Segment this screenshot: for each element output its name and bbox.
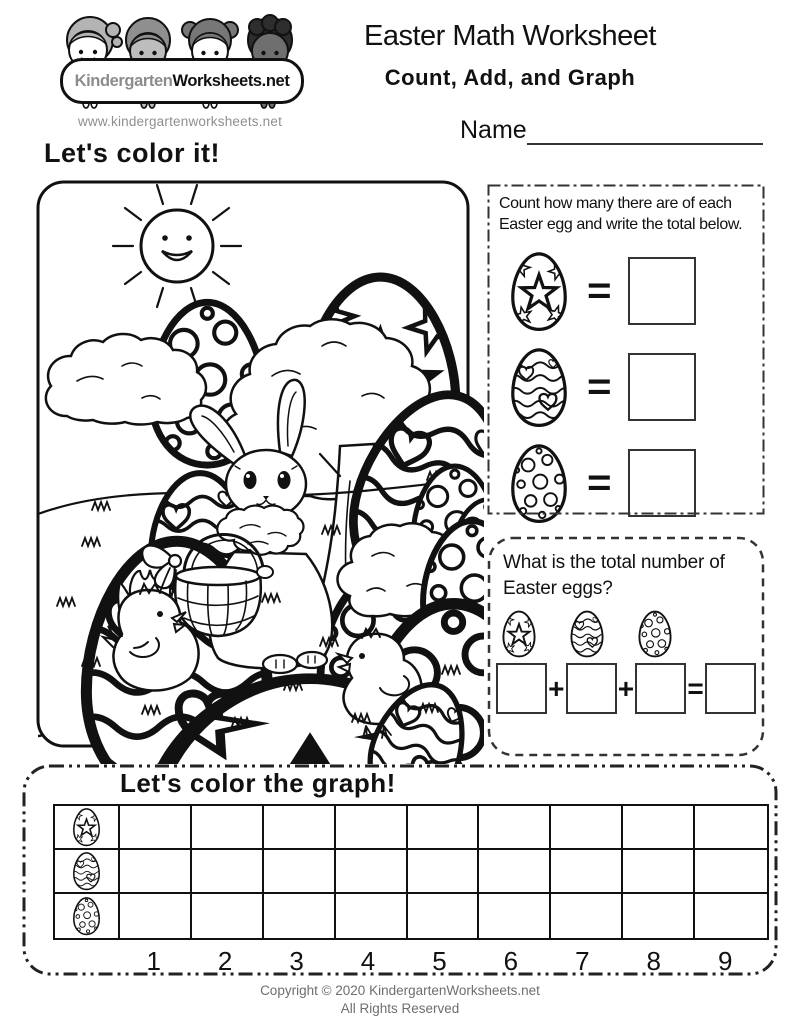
total-question-line2: Easter eggs? xyxy=(503,577,613,599)
polka-dot-egg-icon xyxy=(636,609,674,659)
axis-number: 3 xyxy=(289,946,304,976)
star-egg-icon xyxy=(71,807,102,847)
logo-text-kindergarten: Kindergarten xyxy=(74,71,173,90)
copyright-line: Copyright © 2020 KindergartenWorksheets.net xyxy=(260,983,540,998)
graph-heading: Let's color the graph! xyxy=(120,768,396,798)
plus-sign: + xyxy=(617,672,635,704)
axis-number: 6 xyxy=(503,946,519,976)
graph-cell[interactable] xyxy=(192,894,264,938)
plus-sign: + xyxy=(548,672,565,704)
website-url: www.kindergartenworksheets.net xyxy=(77,114,283,129)
addend-box-3[interactable] xyxy=(635,663,686,714)
graph-cell[interactable] xyxy=(120,806,192,850)
graph-cell[interactable] xyxy=(192,806,264,850)
graph-cell[interactable] xyxy=(695,894,767,938)
equals-sign: = xyxy=(587,461,612,504)
graph-cell[interactable] xyxy=(120,894,192,938)
star-egg-icon xyxy=(507,250,571,333)
graph-cell[interactable] xyxy=(551,806,623,850)
total-section xyxy=(487,536,765,757)
polka-dot-egg-icon xyxy=(71,896,102,936)
axis-number: 7 xyxy=(575,946,590,976)
equals-sign: = xyxy=(687,672,704,704)
answer-box-star[interactable] xyxy=(628,257,696,325)
graph-cell[interactable] xyxy=(264,806,336,850)
logo-text-worksheets: Worksheets.net xyxy=(172,71,290,90)
heart-stripe-egg-icon xyxy=(568,609,606,659)
graph-cell[interactable] xyxy=(479,894,551,938)
graph-cell[interactable] xyxy=(120,850,192,894)
axis-number: 9 xyxy=(717,946,733,976)
graph-cell[interactable] xyxy=(264,850,336,894)
star-egg-icon xyxy=(500,609,538,659)
graph-grid xyxy=(53,804,769,940)
count-row-star xyxy=(487,247,765,335)
page-subtitle: Count, Add, and Graph xyxy=(384,65,636,90)
axis-number: 5 xyxy=(432,946,447,976)
row-label-polka-dot-egg xyxy=(55,894,120,938)
graph-cell[interactable] xyxy=(623,850,695,894)
coloring-scene xyxy=(22,166,484,764)
graph-cell[interactable] xyxy=(551,850,623,894)
row-label-star-egg xyxy=(55,806,120,850)
equals-sign: = xyxy=(587,269,612,312)
polka-dot-egg-icon xyxy=(507,442,571,525)
graph-cell[interactable] xyxy=(479,806,551,850)
graph-cell[interactable] xyxy=(408,850,480,894)
sum-box[interactable] xyxy=(705,663,756,714)
worksheet-header xyxy=(330,20,690,91)
heart-stripe-egg-icon xyxy=(507,346,571,429)
name-field-row xyxy=(460,116,763,145)
coloring-scene-frame xyxy=(22,166,484,764)
graph-cell[interactable] xyxy=(479,850,551,894)
graph-cell[interactable] xyxy=(408,806,480,850)
graph-section xyxy=(22,764,778,976)
total-question-line1: What is the total number of xyxy=(503,552,725,573)
equals-sign: = xyxy=(587,365,612,408)
graph-cell[interactable] xyxy=(695,806,767,850)
page-title: Easter Math Worksheet xyxy=(364,20,656,52)
graph-cell[interactable] xyxy=(695,850,767,894)
count-instruction-line1: Count how many there are of each xyxy=(499,195,732,212)
graph-cell[interactable] xyxy=(336,850,408,894)
graph-cell[interactable] xyxy=(264,894,336,938)
answer-box-polka-dot[interactable] xyxy=(628,449,696,517)
graph-cell[interactable] xyxy=(623,806,695,850)
axis-number: 1 xyxy=(146,946,161,976)
graph-cell[interactable] xyxy=(551,894,623,938)
color-it-heading: Let's color it! xyxy=(44,138,220,168)
copyright-footer xyxy=(0,982,800,1018)
name-write-line[interactable] xyxy=(527,117,763,145)
addend-box-1[interactable] xyxy=(496,663,547,714)
graph-cell[interactable] xyxy=(336,806,408,850)
answer-box-heart-stripe[interactable] xyxy=(628,353,696,421)
graph-cell[interactable] xyxy=(408,894,480,938)
graph-cell[interactable] xyxy=(336,894,408,938)
axis-number: 4 xyxy=(360,946,376,976)
logo-wordmark xyxy=(60,58,304,104)
addend-box-2[interactable] xyxy=(566,663,617,714)
graph-cell[interactable] xyxy=(192,850,264,894)
rights-line: All Rights Reserved xyxy=(340,1001,460,1017)
count-section xyxy=(487,184,765,515)
axis-number: 2 xyxy=(217,946,233,976)
graph-cell[interactable] xyxy=(623,894,695,938)
heart-stripe-egg-icon xyxy=(71,851,102,891)
name-label: Name xyxy=(460,116,527,144)
count-row-polka-dot xyxy=(487,439,765,527)
row-label-heart-stripe-egg xyxy=(55,850,120,894)
axis-number: 8 xyxy=(646,946,662,976)
count-instruction-line2: Easter egg and write the total below. xyxy=(499,216,743,234)
count-row-heart-stripe xyxy=(487,343,765,431)
graph-axis-numbers xyxy=(118,946,761,977)
